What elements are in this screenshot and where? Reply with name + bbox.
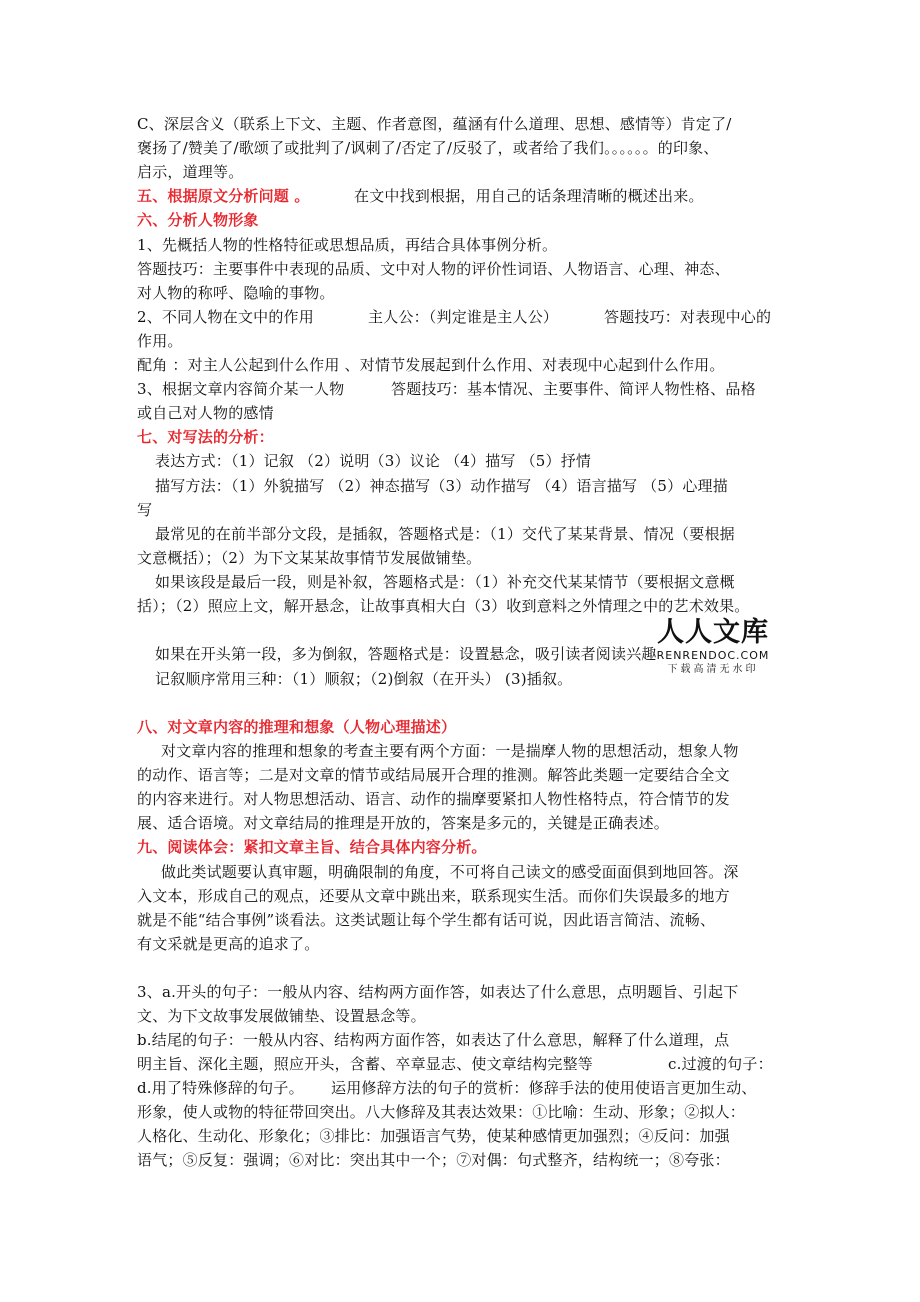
watermark-logo bbox=[648, 616, 778, 686]
text-line: 写 bbox=[137, 501, 153, 519]
text-line: 展、适合语境。对文章结局的推理是开放的，答案是多元的，关键是正确表述。 bbox=[137, 814, 670, 832]
text-line: 描写方法：（1）外貌描写 （2）神态描写（3）动作描写 （4）语言描写 （5）心理描 bbox=[155, 477, 728, 495]
text-line: 记叙顺序常用三种：（1）顺叙；（2)倒叙（在开头） (3)插叙。 bbox=[155, 670, 573, 688]
text-line: 文、为下文故事发展做铺垫、设置悬念等。 bbox=[137, 1007, 426, 1025]
section-heading-5: 五、根据原文分析问题 。 bbox=[137, 187, 310, 205]
section-heading-8: 八、对文章内容的推理和想象（人物心理描述） bbox=[137, 718, 457, 736]
section-heading-9: 九、阅读体会：紧扣文章主旨、结合具体内容分析。 bbox=[137, 838, 487, 856]
text-line: 1、先概括人物的性格特征或思想品质，再结合具体事例分析。 bbox=[137, 236, 558, 254]
text-line: 答题技巧：基本情况、主要事件、简评人物性格、品格 bbox=[391, 380, 756, 398]
text-line: 3、根据文章内容简介某一人物 bbox=[137, 380, 345, 398]
text-line: 在文中找到根据，用自己的话条理清晰的概述出来。 bbox=[354, 187, 704, 205]
text-line: 语气；⑤反复：强调；⑥对比：突出其中一个；⑦对偶：句式整齐，结构统一；⑧夸张： bbox=[137, 1151, 730, 1169]
text-line: c.过渡的句子： bbox=[668, 1055, 773, 1073]
text-line: 如果在开头第一段，多为倒叙，答题格式是：设置悬念，吸引读者阅读兴趣 bbox=[155, 645, 657, 663]
text-line: 人格化、生动化、形象化；③排比：加强语言气势，使某种感情更加强烈；④反问：加强 bbox=[137, 1127, 730, 1145]
text-line: b.结尾的句子：一般从内容、结构两方面作答，如表达了什么意思，解释了什么道理，点 bbox=[137, 1031, 730, 1049]
text-line: 主人公：（判定谁是主人公） bbox=[368, 308, 559, 326]
text-line: 配角 ：对主人公起到什么作用 、对情节发展起到什么作用、对表现中心起到什么作用。 bbox=[137, 356, 725, 374]
text-line: 对文章内容的推理和想象的考查主要有两个方面：一是揣摩人物的思想活动，想象人物 bbox=[161, 742, 739, 760]
text-line: 明主旨、深化主题，照应开头，含蓄、卒章显志、使文章结构完整等 bbox=[137, 1055, 594, 1073]
text-line: 形象，使人或物的特征带回突出。八大修辞及其表达效果：①比喻：生动、形象；②拟人： bbox=[137, 1103, 746, 1121]
watermark-title: 人人文库 bbox=[657, 617, 769, 648]
text-line: 运用修辞方法的句子的赏析：修辞手法的使用使语言更加生动、 bbox=[331, 1079, 757, 1097]
text-line: 文意概括）；（2）为下文某某故事情节发展做铺垫。 bbox=[137, 549, 482, 567]
text-line: 或自己对人物的感情 bbox=[137, 404, 274, 422]
text-line: 对人物的称呼、隐喻的事物。 bbox=[137, 284, 335, 302]
text-line: 的动作、语言等；二是对文章的情节或结局展开合理的推测。解答此类题一定要结合全文 bbox=[137, 766, 730, 784]
text-line: 入文本，形成自己的观点，还要从文章中跳出来，联系现实生活。而你们失误最多的地方 bbox=[137, 887, 730, 905]
text-line: 有文采就是更高的追求了。 bbox=[137, 935, 320, 953]
watermark-subtitle: 下载高清无水印 bbox=[667, 664, 759, 675]
text-line: 褒扬了/赞美了/歌颂了或批判了/讽刺了/否定了/反驳了，或者给了我们。。。。。。的印象、 bbox=[137, 139, 719, 157]
text-line: C、深层含义（联系上下文、主题、作者意图，蕴涵有什么道理、思想、感情等）肯定了/ bbox=[137, 115, 732, 133]
section-heading-7: 七、对写法的分析： bbox=[137, 428, 274, 446]
text-line: 的内容来进行。对人物思想活动、语言、动作的揣摩要紧扣人物性格特点，符合情节的发 bbox=[137, 790, 730, 808]
text-line: 如果该段是最后一段，则是补叙，答题格式是：（1）补充交代某某情节（要根据文意概 bbox=[155, 573, 735, 591]
text-line: 做此类试题要认真审题，明确限制的角度，不可将自己读文的感受面面俱到地回答。深 bbox=[161, 863, 739, 881]
watermark-url: RENRENDOC.COM bbox=[656, 649, 770, 662]
text-line: d.用了特殊修辞的句子。 bbox=[137, 1079, 304, 1097]
text-line: 作用。 bbox=[137, 332, 183, 350]
text-line: 表达方式：（1）记叙 （2）说明（3）议论 （4）描写 （5）抒情 bbox=[155, 452, 592, 470]
text-line: 就是不能“结合事例”谈看法。这类试题让每个学生都有话可说，因此语言简洁、流畅、 bbox=[137, 911, 716, 929]
text-line: 答题技巧：主要事件中表现的品质、文中对人物的评价性词语、人物语言、心理、神态、 bbox=[137, 260, 730, 278]
text-line: 3、a.开头的句子：一般从内容、结构两方面作答，如表达了什么意思，点明题旨、引起下 bbox=[137, 983, 739, 1001]
section-heading-6: 六、分析人物形象 bbox=[137, 211, 259, 229]
text-line: 2、不同人物在文中的作用 bbox=[137, 308, 314, 326]
text-line: 括）；（2）照应上文，解开悬念，让故事真相大白（3）收到意料之外情理之中的艺术效果。 bbox=[137, 597, 750, 615]
text-line: 最常见的在前半部分文段，是插叙，答题格式是：（1）交代了某某背景、情况（要根据 bbox=[155, 525, 735, 543]
text-line: 答题技巧：对表现中心的 bbox=[604, 308, 772, 326]
text-line: 启示，道理等。 bbox=[137, 163, 244, 181]
